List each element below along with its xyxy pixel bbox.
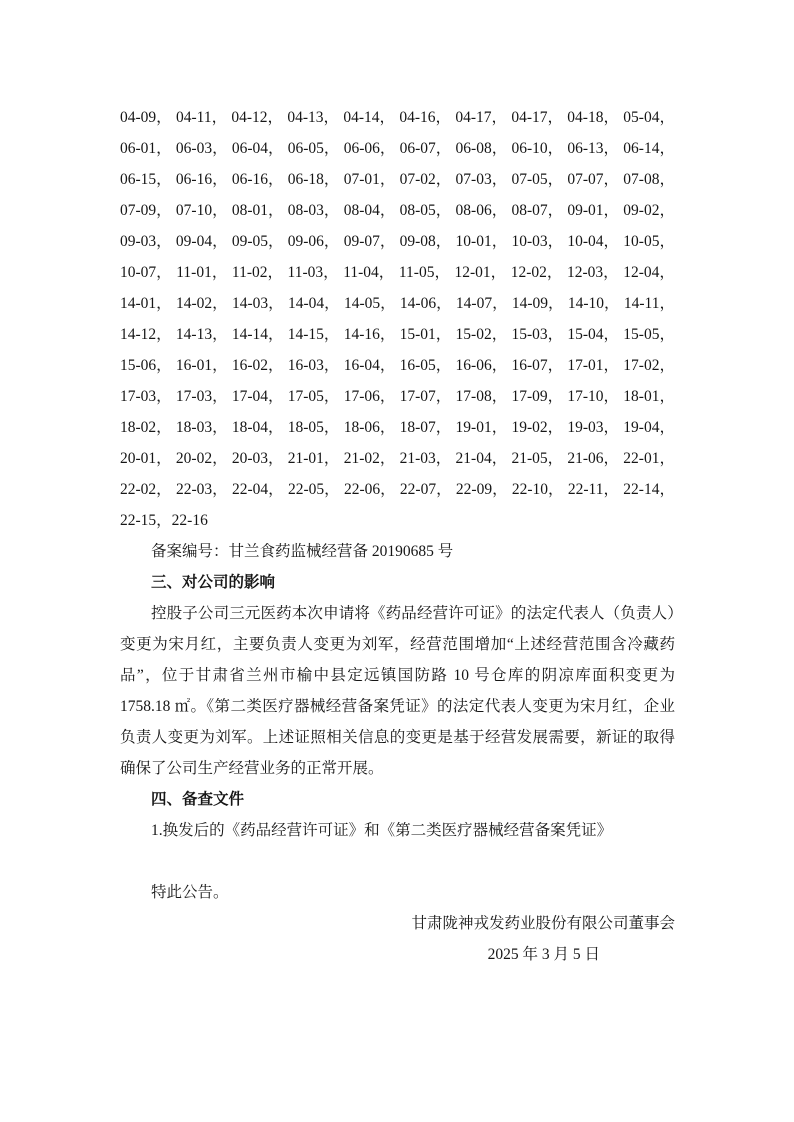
warehouse-code-line: [120, 226, 675, 257]
warehouse-code-line: [120, 133, 675, 164]
warehouse-code: 04-14，: [343, 109, 396, 126]
warehouse-code: 11-05，: [398, 264, 450, 281]
warehouse-code: 14-05，: [343, 295, 396, 312]
warehouse-code: 14-11，: [623, 295, 675, 312]
warehouse-code: 10-04，: [567, 233, 620, 250]
warehouse-code: 04-13，: [287, 109, 340, 126]
warehouse-code: 19-04，: [623, 419, 675, 436]
section3-paragraph: 控股子公司三元医药本次申请将《药品经营许可证》的法定代表人（负责人）变更为宋月红，主要负责人变更为刘军，经营范围增加“上述经营范围含冷藏药品”，位于甘肃省兰州市榆中县定远镇国防路 10 号仓库的阴凉库面积变更为 1758.18 ㎡。《第二类医疗器械经营备案凭证》的法定代表人变更为宋月红，企业负责人变更为刘军。上述证照相关信息的变更是基于经营发展需要，新证的取得确保了公司生产经营业务的正常开展。: [120, 605, 675, 777]
warehouse-code: 18-03，: [175, 419, 228, 436]
warehouse-code: 16-02，: [231, 357, 284, 374]
warehouse-code: 15-05，: [623, 326, 675, 343]
warehouse-code: 08-03，: [287, 202, 340, 219]
warehouse-code: 22-11，: [567, 481, 619, 498]
warehouse-code: 04-18，: [567, 109, 619, 126]
signature-date: 2025 年 3 月 5 日: [487, 946, 600, 963]
warehouse-code: 14-14，: [231, 326, 284, 343]
warehouse-code-line: [120, 381, 675, 412]
warehouse-code: 14-13，: [175, 326, 228, 343]
warehouse-code: 19-02，: [511, 419, 564, 436]
warehouse-code: 07-07，: [567, 171, 620, 188]
warehouse-code: 15-02，: [455, 326, 508, 343]
warehouse-code: 17-10，: [567, 388, 620, 405]
warehouse-code: 22-09，: [455, 481, 508, 498]
signature-company: 甘肃陇神戎发药业股份有限公司董事会: [411, 915, 675, 932]
warehouse-code: 10-03，: [511, 233, 564, 250]
warehouse-code: 14-09，: [511, 295, 564, 312]
warehouse-code: 07-08，: [623, 171, 675, 188]
warehouse-code: 06-13，: [567, 140, 620, 157]
warehouse-code: 21-03，: [399, 450, 452, 467]
warehouse-code-line: [120, 474, 675, 505]
warehouse-code: 10-07，: [120, 264, 172, 281]
warehouse-code: 07-05，: [511, 171, 564, 188]
section4-heading: 四、备查文件: [151, 791, 245, 808]
warehouse-code: 17-03，: [120, 388, 172, 405]
warehouse-code-line: 22-15，22-16: [120, 512, 208, 529]
warehouse-code: 18-01，: [623, 388, 675, 405]
warehouse-code: 04-16，: [399, 109, 452, 126]
closing-statement: 特此公告。: [151, 884, 229, 901]
warehouse-code-line: [120, 412, 675, 443]
warehouse-code: 08-07，: [511, 202, 564, 219]
warehouse-code: 16-06，: [455, 357, 508, 374]
warehouse-code: 21-04，: [455, 450, 508, 467]
warehouse-code-list: [120, 102, 675, 536]
warehouse-code: 04-09，: [120, 109, 172, 126]
warehouse-code: 14-04，: [287, 295, 340, 312]
warehouse-code: 10-01，: [455, 233, 508, 250]
warehouse-code: 09-02，: [623, 202, 675, 219]
warehouse-code: 07-02，: [399, 171, 452, 188]
warehouse-code: 21-05，: [511, 450, 564, 467]
warehouse-code: 05-04，: [623, 109, 675, 126]
warehouse-code: 22-04，: [231, 481, 284, 498]
signature-block: [120, 908, 675, 970]
warehouse-code: 22-05，: [287, 481, 340, 498]
warehouse-code: 16-05，: [399, 357, 452, 374]
warehouse-code: 19-03，: [567, 419, 620, 436]
warehouse-code: 20-01，: [120, 450, 172, 467]
warehouse-code: 18-02，: [120, 419, 172, 436]
warehouse-code-line: [120, 319, 675, 350]
warehouse-code-line: [120, 443, 675, 474]
warehouse-code: 17-07，: [399, 388, 452, 405]
warehouse-code: 06-10，: [511, 140, 564, 157]
warehouse-code: 06-06，: [343, 140, 396, 157]
warehouse-code-line: [120, 164, 675, 195]
warehouse-code: 22-10，: [511, 481, 564, 498]
warehouse-code: 11-04，: [343, 264, 395, 281]
warehouse-code: 14-03，: [231, 295, 284, 312]
warehouse-code: 16-07，: [511, 357, 564, 374]
warehouse-code: 07-09，: [120, 202, 172, 219]
warehouse-code: 06-04，: [231, 140, 284, 157]
warehouse-code: 17-06，: [343, 388, 396, 405]
warehouse-code: 07-10，: [175, 202, 228, 219]
warehouse-code: 07-03，: [455, 171, 508, 188]
spacer: [120, 846, 675, 877]
warehouse-code: 07-01，: [343, 171, 396, 188]
warehouse-code: 09-08，: [399, 233, 452, 250]
warehouse-code: 09-05，: [231, 233, 284, 250]
warehouse-code: 08-01，: [231, 202, 284, 219]
warehouse-code-line: [120, 257, 675, 288]
warehouse-code: 22-01，: [623, 450, 675, 467]
warehouse-code: 17-09，: [511, 388, 564, 405]
warehouse-code: 09-03，: [120, 233, 172, 250]
warehouse-code: 06-18，: [287, 171, 340, 188]
warehouse-code: 06-01，: [120, 140, 172, 157]
warehouse-code: 10-05，: [623, 233, 675, 250]
warehouse-code: 18-07，: [399, 419, 452, 436]
warehouse-code: 16-01，: [175, 357, 228, 374]
warehouse-code: 06-05，: [287, 140, 340, 157]
warehouse-code: 14-07，: [455, 295, 508, 312]
warehouse-code-line: [120, 288, 675, 319]
warehouse-code: 14-12，: [120, 326, 172, 343]
warehouse-code: 22-06，: [343, 481, 396, 498]
warehouse-code: 09-04，: [175, 233, 228, 250]
warehouse-code: 22-03，: [175, 481, 228, 498]
warehouse-code: 14-10，: [567, 295, 620, 312]
warehouse-code: 06-08，: [455, 140, 508, 157]
warehouse-code: 17-04，: [231, 388, 284, 405]
warehouse-code: 06-16，: [175, 171, 228, 188]
warehouse-code: 06-16，: [231, 171, 284, 188]
warehouse-code: 17-05，: [287, 388, 340, 405]
warehouse-code: 20-03，: [231, 450, 284, 467]
warehouse-code: 12-01，: [454, 264, 507, 281]
warehouse-code: 14-16，: [343, 326, 396, 343]
warehouse-code: 11-01，: [176, 264, 228, 281]
warehouse-code: 17-03，: [175, 388, 228, 405]
warehouse-code: 15-04，: [567, 326, 620, 343]
warehouse-code: 08-06，: [455, 202, 508, 219]
warehouse-code: 12-03，: [566, 264, 619, 281]
warehouse-code: 06-03，: [175, 140, 228, 157]
warehouse-code: 06-14，: [623, 140, 675, 157]
warehouse-code: 14-06，: [399, 295, 452, 312]
warehouse-code: 17-01，: [567, 357, 620, 374]
warehouse-code: 12-02，: [510, 264, 563, 281]
warehouse-code: 22-02，: [120, 481, 172, 498]
warehouse-code: 11-02，: [231, 264, 283, 281]
warehouse-code: 16-03，: [287, 357, 340, 374]
section3-heading: 三、对公司的影响: [151, 574, 276, 591]
warehouse-code: 18-06，: [343, 419, 396, 436]
warehouse-code: 08-04，: [343, 202, 396, 219]
warehouse-code: 04-11，: [175, 109, 228, 126]
warehouse-code: 15-03，: [511, 326, 564, 343]
section4-item: 1.换发后的《药品经营许可证》和《第二类医疗器械经营备案凭证》: [151, 822, 613, 839]
warehouse-code: 19-01，: [455, 419, 508, 436]
warehouse-code: 09-01，: [567, 202, 620, 219]
warehouse-code-line: [120, 102, 675, 133]
warehouse-code: 09-06，: [287, 233, 340, 250]
warehouse-code: 18-05，: [287, 419, 340, 436]
warehouse-code: 16-04，: [343, 357, 396, 374]
warehouse-code-line: [120, 195, 675, 226]
warehouse-code: 21-02，: [343, 450, 396, 467]
warehouse-code: 12-04，: [623, 264, 675, 281]
warehouse-code: 06-07，: [399, 140, 452, 157]
warehouse-code: 15-01，: [399, 326, 452, 343]
warehouse-code: 20-02，: [175, 450, 228, 467]
warehouse-code: 15-06，: [120, 357, 172, 374]
warehouse-code: 06-15，: [120, 171, 172, 188]
warehouse-code: 14-15，: [287, 326, 340, 343]
warehouse-code: 21-06，: [567, 450, 620, 467]
warehouse-code: 21-01，: [287, 450, 340, 467]
warehouse-code: 22-07，: [399, 481, 452, 498]
warehouse-code: 22-14，: [623, 481, 675, 498]
warehouse-code: 08-05，: [399, 202, 452, 219]
warehouse-code: 14-01，: [120, 295, 172, 312]
filing-number: 备案编号：甘兰食药监械经营备 20190685 号: [151, 543, 454, 560]
warehouse-code: 11-03，: [287, 264, 339, 281]
warehouse-code: 04-17，: [511, 109, 563, 126]
warehouse-code: 17-02，: [623, 357, 675, 374]
warehouse-code: 04-17，: [455, 109, 507, 126]
warehouse-code: 09-07，: [343, 233, 396, 250]
warehouse-code: 17-08，: [455, 388, 508, 405]
warehouse-code: 14-02，: [175, 295, 228, 312]
warehouse-code: 04-12，: [231, 109, 284, 126]
warehouse-code: 18-04，: [231, 419, 284, 436]
warehouse-code-line: [120, 350, 675, 381]
